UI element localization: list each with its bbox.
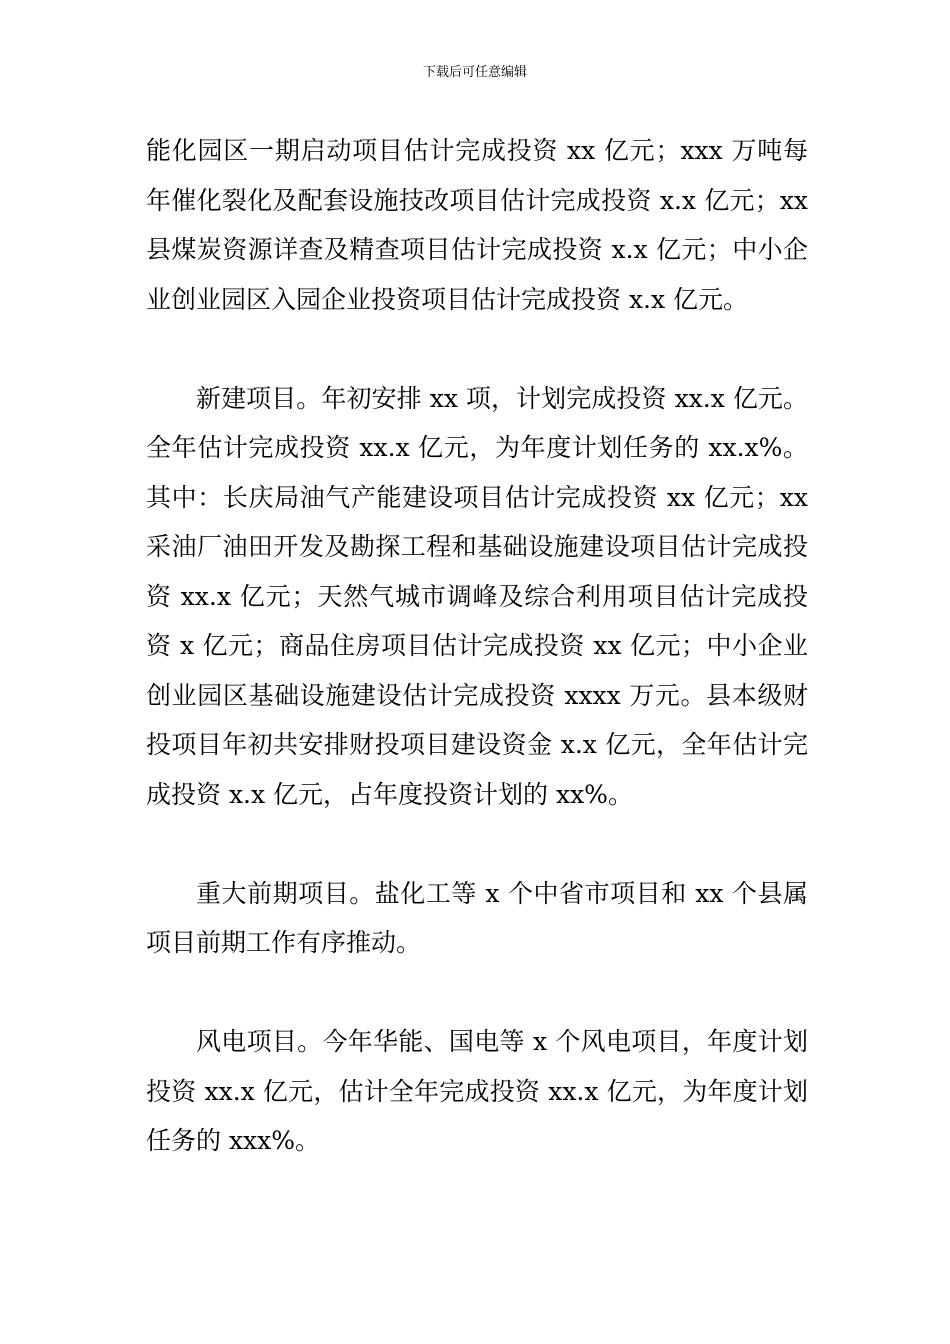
paragraph-wind-power-projects: 风电项目。今年华能、国电等 x 个风电项目，年度计划投资 xx.x 亿元，估计全年完成投资 xx.x 亿元，为年度计划任务的 xxx%。: [146, 1027, 808, 1155]
paragraph-energy-park: 能化园区一期启动项目估计完成投资 xx 亿元；xxx 万吨每年催化裂化及配套设施技改项目估计完成投资 x.x 亿元；xx 县煤炭资源详查及精查项目估计完成投资 x.x 亿元；中小企业创业园区入园企业投资项目估计完成投资 x.x 亿元。: [146, 136, 808, 314]
paragraph-new-projects: 新建项目。年初安排 xx 项，计划完成投资 xx.x 亿元。全年估计完成投资 xx.x 亿元，为年度计划任务的 xx.x%。其中：长庆局油气产能建设项目估计完成投资 xx 亿元；xx 采油厂油田开发及勘探工程和基础设施建设项目估计完成投资 xx.x 亿元；天然气城市调峰及综合利用项目估计完成投资 x 亿元；商品住房项目估计完成投资 xx 亿元；中小企业创业园区基础设施建设估计完成投资 xxxx 万元。县本级财投项目年初共安排财投项目建设资金 x.x 亿元，全年估计完成投资 x.x 亿元，占年度投资计划的 xx%。: [146, 383, 808, 809]
paragraph-spacer: [146, 324, 808, 374]
document-body: [146, 126, 808, 1166]
page-header: 下载后可任意编辑: [422, 65, 527, 80]
paragraph-spacer: [146, 819, 808, 869]
paragraph-spacer: [146, 968, 808, 1018]
paragraph-major-preliminary-projects: 重大前期项目。盐化工等 x 个中省市项目和 xx 个县属项目前期工作有序推动。: [146, 878, 808, 957]
